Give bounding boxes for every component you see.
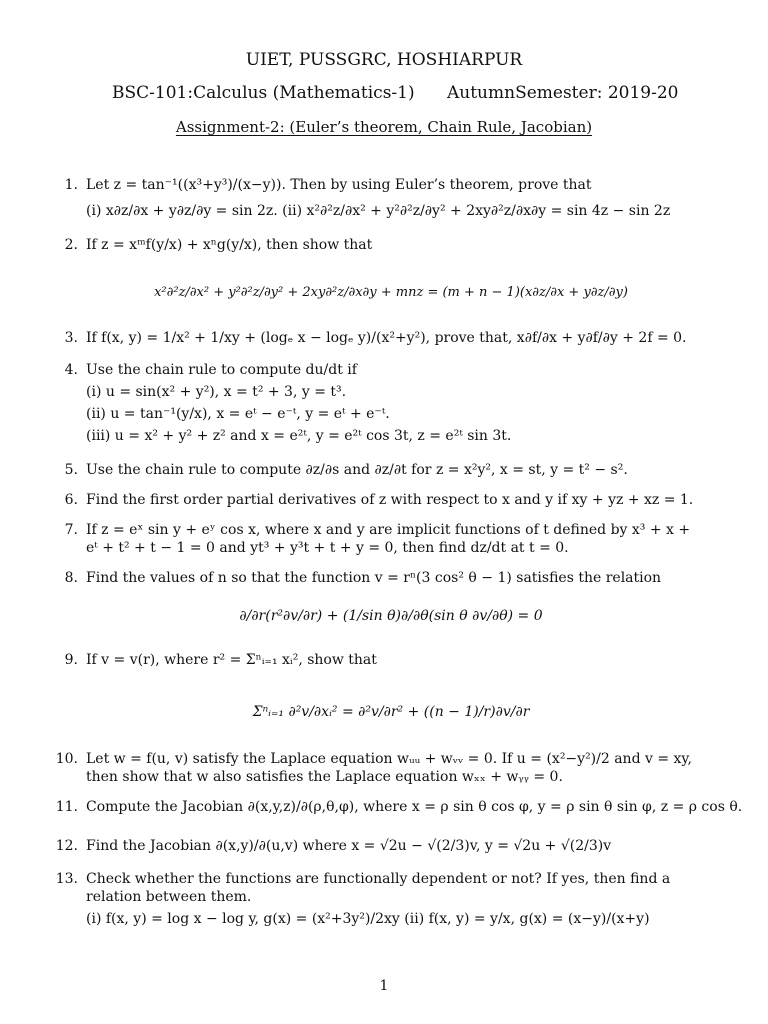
question-9 bbox=[64, 651, 696, 721]
question-part: (i) f(x, y) = log x − log y, g(x) = (x²+3y²)/2xy (ii) f(x, y) = y/x, g(x) = (x−y)/(x+y) bbox=[86, 911, 650, 927]
question-1 bbox=[64, 176, 696, 220]
question-11 bbox=[55, 798, 743, 816]
question-part: (i) u = sin(x² + y²), x = t² + 3, y = t³. bbox=[86, 384, 347, 400]
question-text: Check whether the functions are functionally dependent or not? If yes, then find a relation between them. bbox=[86, 871, 671, 905]
question-number: 4. bbox=[64, 362, 78, 378]
assignment-heading bbox=[0, 118, 768, 136]
question-number: 1. bbox=[64, 177, 78, 193]
course-title: BSC-101:Calculus (Mathematics-1) bbox=[112, 83, 415, 103]
question-12 bbox=[55, 837, 696, 855]
question-4 bbox=[64, 361, 696, 445]
question-text: Find the values of n so that the function v = rⁿ(3 cos² θ − 1) satisfies the relation bbox=[86, 570, 662, 586]
assignment-title: Assignment-2: (Euler’s theorem, Chain Rule, Jacobian) bbox=[175, 118, 593, 136]
question-2 bbox=[64, 236, 696, 302]
question-text: Use the chain rule to compute du/dt if bbox=[86, 362, 357, 378]
question-text: Let w = f(u, v) satisfy the Laplace equation wᵤᵤ + wᵥᵥ = 0. If u = (x²−y²)/2 and v = xy, then show that w also satisfies the Laplace equation wₓₓ + wᵧᵧ = 0. bbox=[86, 751, 692, 785]
question-text: If z = xᵐf(y/x) + xⁿg(y/x), then show that bbox=[86, 237, 373, 253]
question-number: 7. bbox=[64, 522, 78, 538]
display-equation: Σⁿᵢ₌₁ ∂²v/∂xᵢ² = ∂²v/∂r² + ((n − 1)/r)∂v/∂r bbox=[252, 704, 530, 720]
question-3 bbox=[64, 329, 696, 347]
question-number: 13. bbox=[55, 871, 78, 887]
question-part: (i) x∂z/∂x + y∂z/∂y = sin 2z. (ii) x²∂²z/∂x² + y²∂²z/∂y² + 2xy∂²z/∂x∂y = sin 4z − sin 2z bbox=[86, 203, 671, 219]
question-5 bbox=[64, 461, 696, 479]
question-number: 12. bbox=[55, 838, 78, 854]
question-10 bbox=[55, 750, 696, 786]
question-number: 6. bbox=[64, 492, 78, 508]
question-number: 10. bbox=[55, 751, 78, 767]
question-part: (iii) u = x² + y² + z² and x = e²ᵗ, y = e²ᵗ cos 3t, z = e²ᵗ sin 3t. bbox=[86, 428, 512, 444]
question-number: 3. bbox=[64, 330, 78, 346]
question-8 bbox=[64, 569, 696, 625]
question-number: 9. bbox=[64, 652, 78, 668]
question-number: 2. bbox=[64, 237, 78, 253]
question-text: Use the chain rule to compute ∂z/∂s and ∂z/∂t for z = x²y², x = st, y = t² − s². bbox=[86, 462, 628, 478]
semester-label: AutumnSemester: 2019-20 bbox=[447, 83, 679, 103]
question-number: 5. bbox=[64, 462, 78, 478]
display-equation: x²∂²z/∂x² + y²∂²z/∂y² + 2xy∂²z/∂x∂y + mnz = (m + n − 1)(x∂z/∂x + y∂z/∂y) bbox=[154, 285, 628, 300]
question-text: If f(x, y) = 1/x² + 1/xy + (logₑ x − logₑ y)/(x²+y²), prove that, x∂f/∂x + y∂f/∂y + 2f = 0. bbox=[86, 330, 687, 346]
display-equation: ∂/∂r(r²∂v/∂r) + (1/sin θ)∂/∂θ(sin θ ∂v/∂θ) = 0 bbox=[239, 608, 543, 624]
question-text: If z = eˣ sin y + eʸ cos x, where x and y are implicit functions of t defined by x³ + x + eᵗ + t² + t − 1 = 0 and yt³ + y³t + t + y = 0, then find dz/dt at t = 0. bbox=[86, 522, 691, 556]
question-text: Find the first order partial derivatives of z with respect to x and y if xy + yz + xz = 1. bbox=[86, 492, 694, 508]
question-6 bbox=[64, 491, 696, 509]
question-text: Compute the Jacobian ∂(x,y,z)/∂(ρ,θ,φ), where x = ρ sin θ cos φ, y = ρ sin θ sin φ, z = ρ cos θ. bbox=[86, 799, 743, 815]
institute-title: UIET, PUSSGRC, HOSHIARPUR bbox=[245, 50, 523, 70]
question-text: Find the Jacobian ∂(x,y)/∂(u,v) where x = √2u − √(2/3)v, y = √2u + √(2/3)v bbox=[86, 838, 612, 854]
question-part: (ii) u = tan⁻¹(y/x), x = eᵗ − e⁻ᵗ, y = eᵗ + e⁻ᵗ. bbox=[86, 406, 390, 422]
question-13 bbox=[55, 870, 696, 928]
page-number: 1 bbox=[379, 978, 389, 994]
question-text: If v = v(r), where r² = Σⁿᵢ₌₁ xᵢ², show that bbox=[86, 652, 377, 668]
question-number: 11. bbox=[55, 799, 78, 815]
question-number: 8. bbox=[64, 570, 78, 586]
question-text: Let z = tan⁻¹((x³+y³)/(x−y)). Then by using Euler’s theorem, prove that bbox=[86, 177, 592, 193]
question-7 bbox=[64, 521, 696, 557]
